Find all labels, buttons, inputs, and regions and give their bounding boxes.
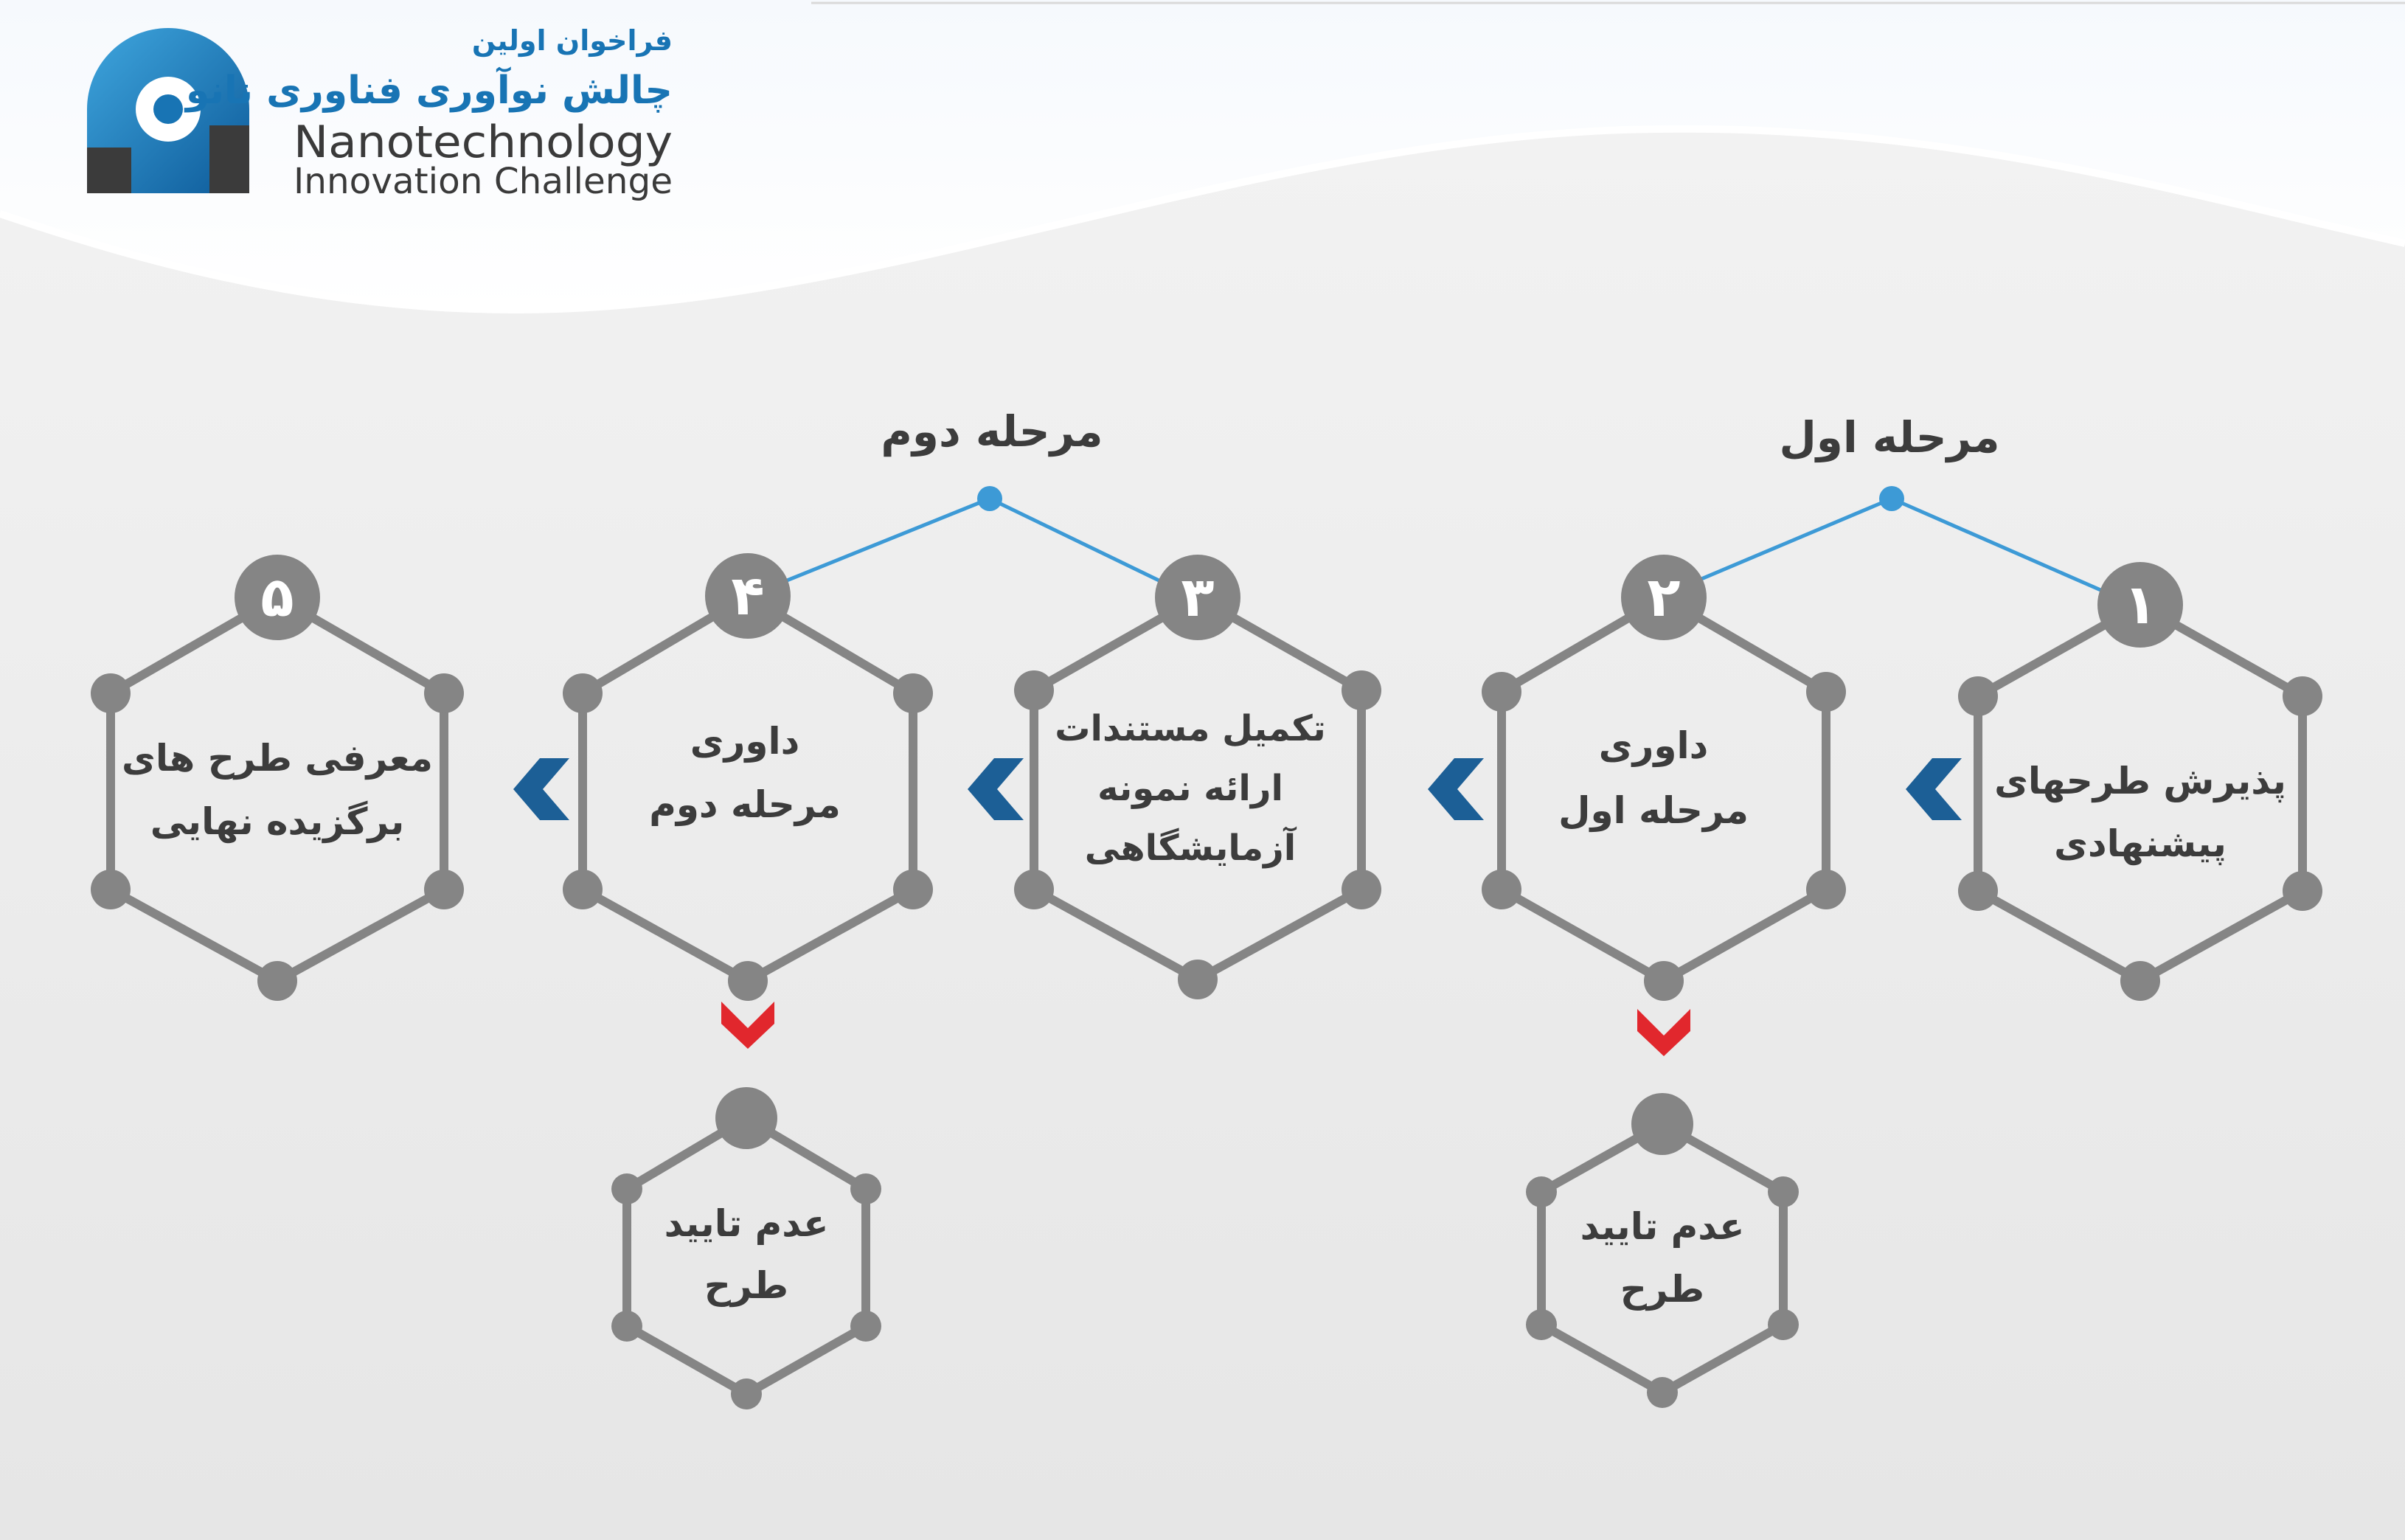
- step-2-label-line1: داوری: [1598, 724, 1709, 767]
- step-1-label-line2: پیشنهادی: [2054, 822, 2227, 865]
- stage-connector-first: [1679, 486, 2111, 594]
- step-5-number: ۵: [260, 566, 294, 629]
- step-1-label-line1: پذیرش طرحهای: [1994, 760, 2286, 802]
- step-5-label-line1: معرفی طرح های: [122, 737, 433, 780]
- step-4-label-line2: مرحله دوم: [649, 783, 841, 826]
- flow-arrow-1-2-icon: [1906, 758, 1962, 820]
- step-2-label-line2: مرحله اول: [1558, 789, 1749, 832]
- reject-node-first: [1526, 1093, 1799, 1408]
- reject-second-line2: طرح: [704, 1264, 789, 1307]
- step-4: [563, 553, 933, 1001]
- step-3-number: ۳: [1181, 566, 1215, 629]
- step-3-label-line2: ارائه نمونه: [1097, 768, 1283, 809]
- reject-node-second: [611, 1087, 881, 1409]
- step-1: [1958, 562, 2322, 1001]
- logo-title-main: چالش نوآوری فناوری نانو: [185, 69, 673, 113]
- stage-label-second: مرحله دوم: [881, 406, 1103, 457]
- logo-subtitle-line1: Nanotechnology: [294, 117, 673, 168]
- step-2: [1482, 555, 1846, 1001]
- step-1-number: ۱: [2123, 573, 2157, 637]
- flow-arrow-4-5-icon: [513, 758, 569, 820]
- flow-arrow-2-3-icon: [1428, 758, 1484, 820]
- reject-arrow-second-icon: [721, 1002, 774, 1049]
- step-3-label-line1: تکمیل مستندات: [1055, 708, 1326, 749]
- step-3-label-line3: آزمایشگاهی: [1084, 828, 1297, 869]
- reject-second-line1: عدم تایید: [664, 1202, 829, 1245]
- step-4-label-line1: داوری: [690, 720, 800, 763]
- reject-first-line1: عدم تایید: [1580, 1205, 1745, 1248]
- stage-connector-second: [749, 486, 1173, 596]
- reject-first-line2: طرح: [1620, 1268, 1705, 1311]
- step-4-number: ۴: [731, 564, 765, 628]
- step-2-number: ۲: [1647, 566, 1681, 629]
- flow-arrow-3-4-icon: [968, 758, 1024, 820]
- stage-label-first: مرحله اول: [1779, 412, 2000, 462]
- logo-subtitle-line2: Innovation Challenge: [294, 161, 673, 202]
- step-5: [91, 555, 464, 1001]
- step-3: [1014, 555, 1381, 999]
- reject-arrow-first-icon: [1637, 1009, 1690, 1056]
- step-5-label-line2: برگزیده نهایی: [150, 800, 405, 843]
- logo-title-small: فراخوان اولین: [471, 24, 673, 57]
